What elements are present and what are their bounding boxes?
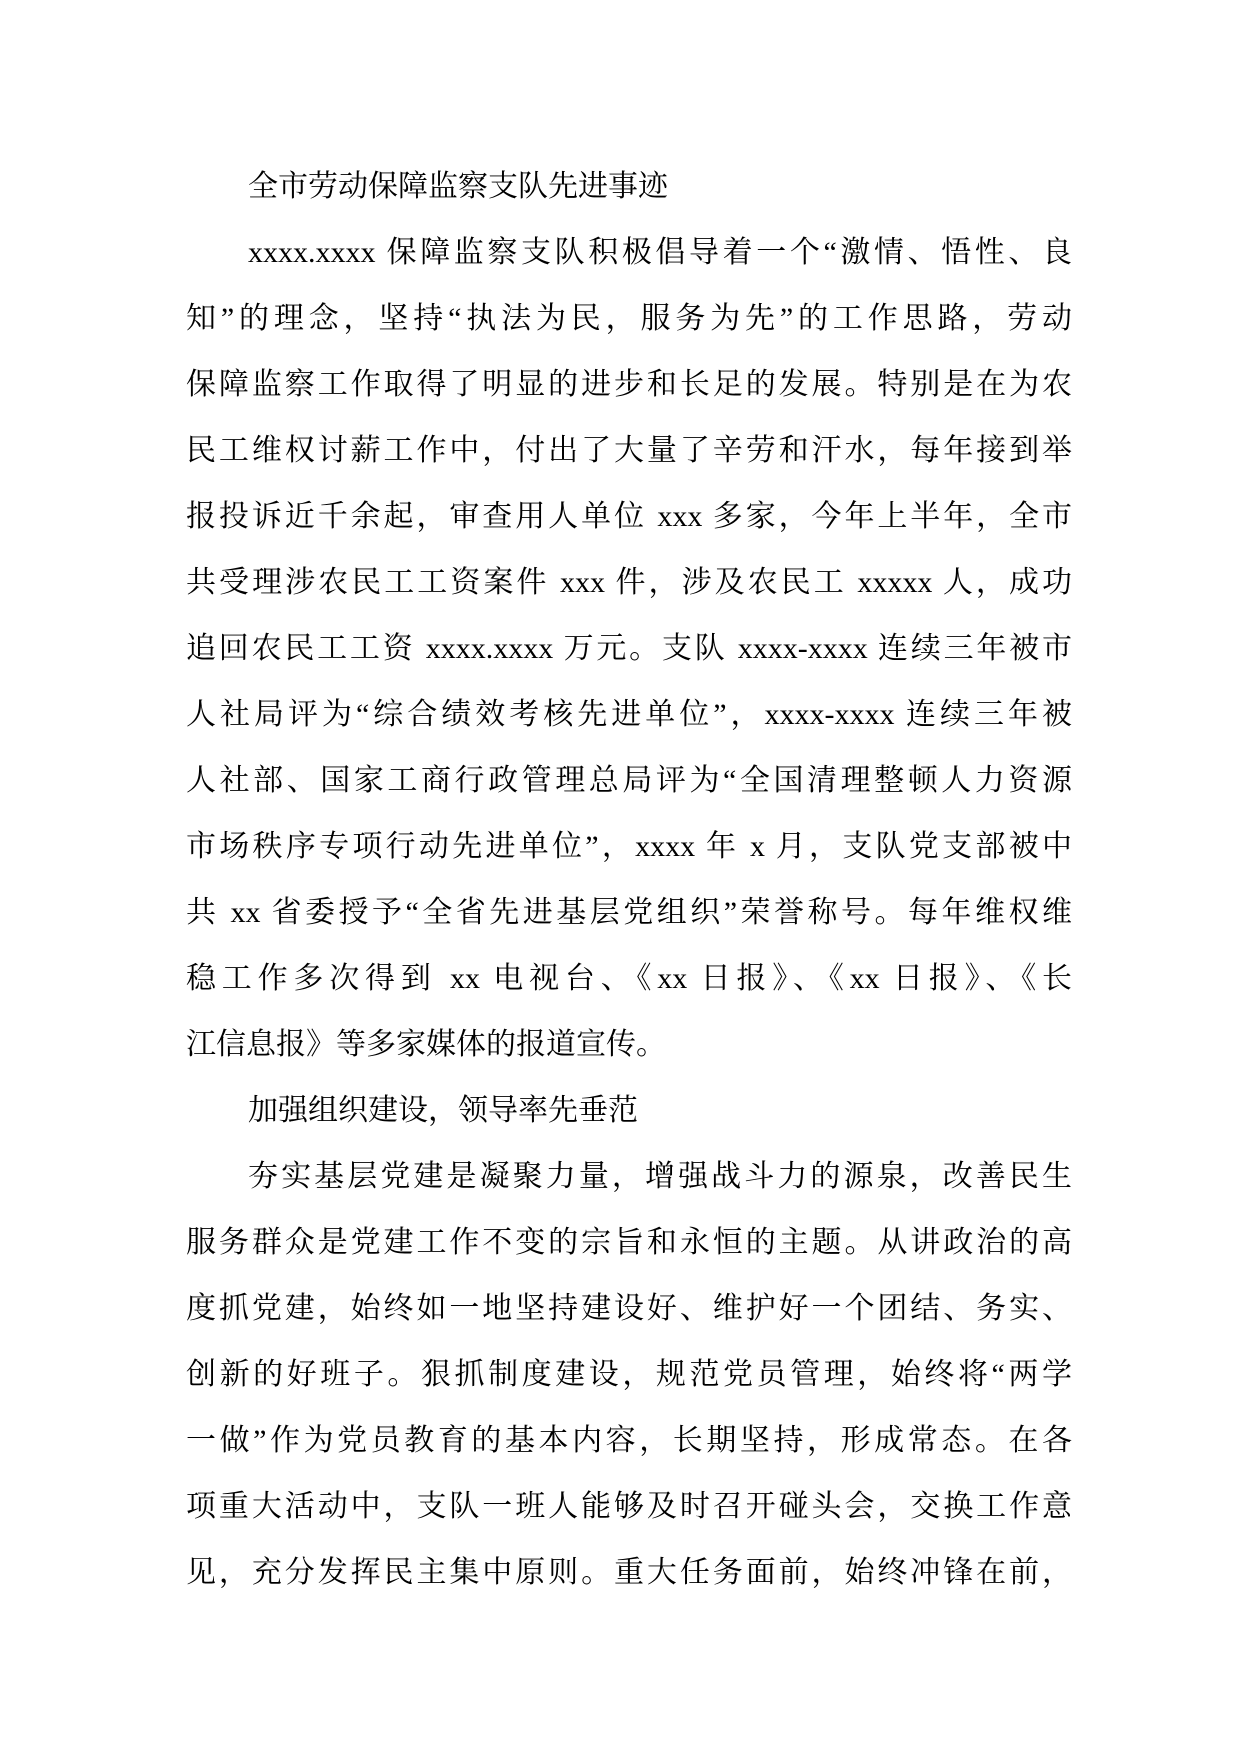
paragraph-2-line: 度抓党建，始终如一地坚持建设好、维护好一个团结、务实、: [186, 1292, 1072, 1325]
paragraph-1-line: 共 xx 省委授予“全省先进基层党组织”荣誉称号。每年维权维: [186, 896, 1072, 929]
section-heading: 加强组织建设，领导率先垂范: [248, 1094, 638, 1127]
paragraph-1-line: 市场秩序专项行动先进单位”，xxxx 年 x 月，支队党支部被中: [186, 830, 1072, 863]
paragraph-1-line: 保障监察工作取得了明显的进步和长足的发展。特别是在为农: [186, 368, 1072, 401]
paragraph-1-line: 报投诉近千余起，审查用人单位 xxx 多家，今年上半年，全市: [186, 500, 1072, 533]
paragraph-1-line: 人社局评为“综合绩效考核先进单位”，xxxx-xxxx 连续三年被: [186, 698, 1072, 731]
paragraph-2-line: 创新的好班子。狠抓制度建设，规范党员管理，始终将“两学: [186, 1358, 1072, 1391]
paragraph-1-line: 共受理涉农民工工资案件 xxx 件，涉及农民工 xxxxx 人，成功: [186, 566, 1072, 599]
paragraph-1-line: 追回农民工工资 xxxx.xxxx 万元。支队 xxxx-xxxx 连续三年被市: [186, 632, 1072, 665]
paragraph-1-line: 稳工作多次得到 xx 电视台、《xx 日报》、《xx 日报》、《长: [186, 962, 1072, 995]
paragraph-2-line: 夯实基层党建是凝聚力量，增强战斗力的源泉，改善民生: [248, 1160, 1072, 1193]
document-body: [186, 154, 1072, 1606]
paragraph-1-line: 知”的理念，坚持“执法为民，服务为先”的工作思路，劳动: [186, 302, 1072, 335]
paragraph-1-line: 江信息报》等多家媒体的报道宣传。: [186, 1028, 666, 1061]
paragraph-1-line: 民工维权讨薪工作中，付出了大量了辛劳和汗水，每年接到举: [186, 434, 1072, 467]
paragraph-2-line: 一做”作为党员教育的基本内容，长期坚持，形成常态。在各: [186, 1424, 1072, 1457]
paragraph-2-line: 服务群众是党建工作不变的宗旨和永恒的主题。从讲政治的高: [186, 1226, 1072, 1259]
paragraph-2-line: 项重大活动中，支队一班人能够及时召开碰头会，交换工作意: [186, 1490, 1072, 1523]
paragraph-1-line: xxxx.xxxx 保障监察支队积极倡导着一个“激情、悟性、良: [248, 236, 1072, 269]
document-title: 全市劳动保障监察支队先进事迹: [248, 170, 668, 203]
paragraph-1-line: 人社部、国家工商行政管理总局评为“全国清理整顿人力资源: [186, 764, 1072, 797]
paragraph-2-line: 见，充分发挥民主集中原则。重大任务面前，始终冲锋在前，: [186, 1556, 1072, 1589]
